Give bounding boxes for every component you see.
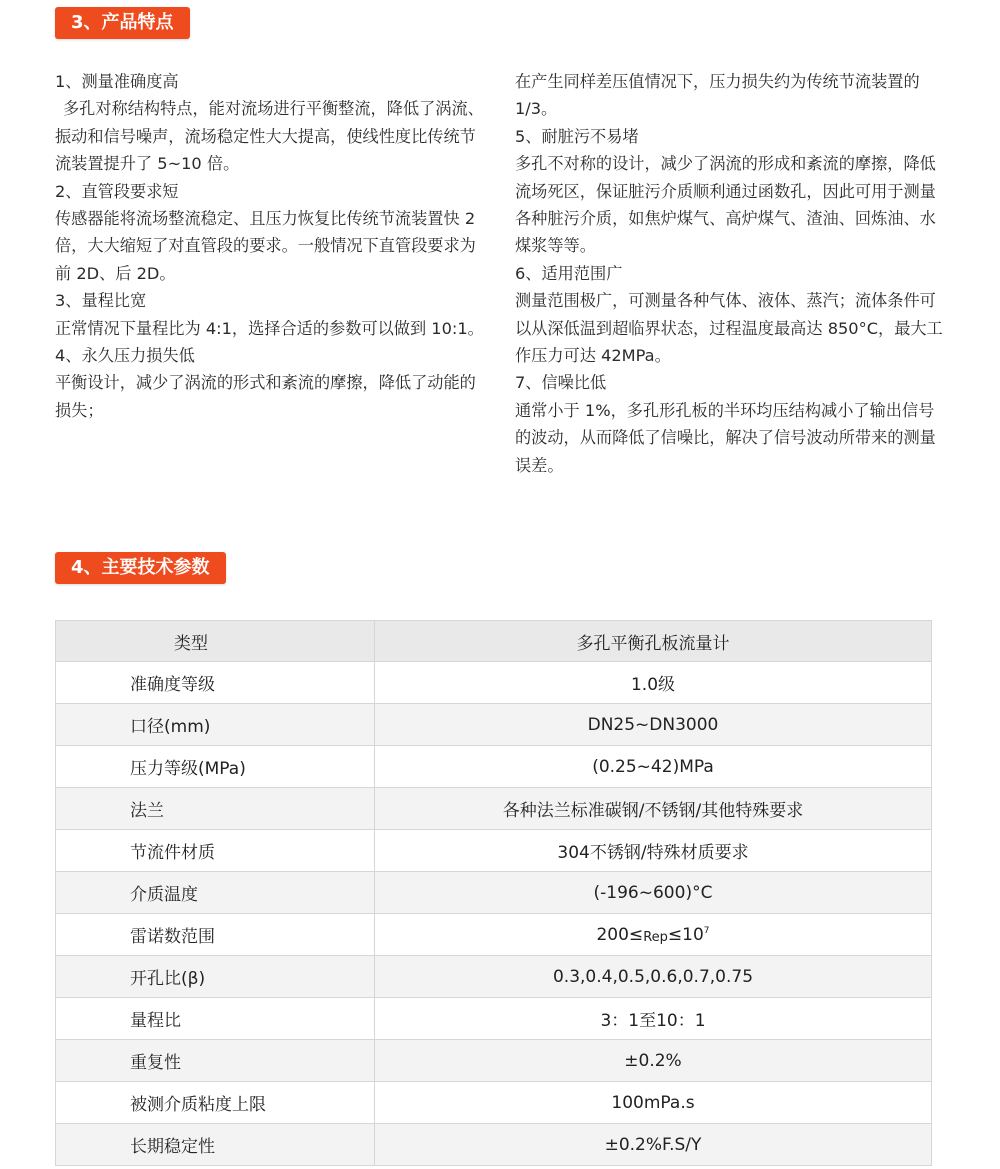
param-name: 被测介质粘度上限 <box>56 1082 375 1124</box>
reynolds-prefix: 200≤ <box>596 924 644 945</box>
feature-3-heading: 3、量程比宽 <box>55 291 147 311</box>
feature-2-heading: 2、直管段要求短 <box>55 181 179 201</box>
param-name: 雷诺数范围 <box>56 914 375 956</box>
param-name: 重复性 <box>56 1040 375 1082</box>
table-row <box>56 662 932 704</box>
feature-4-heading: 4、永久压力损失低 <box>55 346 195 366</box>
param-value: 304不锈钢/特殊材质要求 <box>375 830 932 872</box>
param-value: 各种法兰标准碳钢/不锈钢/其他特殊要求 <box>375 788 932 830</box>
param-name: 介质温度 <box>56 872 375 914</box>
feature-2-text: 传感器能将流场整流稳定、且压力恢复比传统节流装置快 2 倍，大大缩短了对直管段的要求。一般情况下直管段要求为前 2D、后 2D。 <box>55 209 476 283</box>
feature-4-text-cont: 在产生同样差压值情况下，压力损失约为传统节流装置的 1/3。 <box>515 72 920 119</box>
table-row <box>56 956 932 998</box>
feature-5-text: 多孔不对称的设计，减少了涡流的形成和紊流的摩擦，降低流场死区，保证脏污介质顺利通过函数孔，因此可用于测量各种脏污介质，如焦炉煤气、高炉煤气、渣油、回炼油、水煤浆等等。 <box>515 154 936 256</box>
features-right-column <box>515 68 945 479</box>
feature-6-text: 测量范围极广，可测量各种气体、液体、蒸汽；流体条件可以从深低温到超临界状态，过程温度最高达 850°C，最大工作压力可达 42MPa。 <box>515 291 943 366</box>
table-row <box>56 746 932 788</box>
feature-4-text: 平衡设计，减少了涡流的形式和紊流的摩擦，降低了动能的损失； <box>55 373 476 420</box>
table-row <box>56 830 932 872</box>
table-row <box>56 872 932 914</box>
feature-7-heading: 7、信噪比低 <box>515 373 607 393</box>
reynolds-sub: Rep <box>643 929 668 945</box>
param-name: 长期稳定性 <box>56 1124 375 1166</box>
param-value: (-196~600)°C <box>375 872 932 914</box>
header-type: 类型 <box>56 621 375 662</box>
spec-table <box>55 620 932 1166</box>
feature-5-heading: 5、耐脏污不易堵 <box>515 126 639 146</box>
param-value-reynolds <box>375 914 932 956</box>
table-row <box>56 788 932 830</box>
feature-3-text: 正常情况下量程比为 4:1，选择合适的参数可以做到 10:1。 <box>55 318 484 338</box>
param-value: 0.3,0.4,0.5,0.6,0.7,0.75 <box>375 956 932 998</box>
param-name: 准确度等级 <box>56 662 375 704</box>
section-4-title: 4、主要技术参数 <box>55 552 226 584</box>
param-name: 压力等级(MPa) <box>56 746 375 788</box>
spec-table-header <box>56 621 932 662</box>
header-product: 多孔平衡孔板流量计 <box>375 621 932 662</box>
param-value: DN25~DN3000 <box>375 704 932 746</box>
param-name: 节流件材质 <box>56 830 375 872</box>
param-value: ±0.2% <box>375 1040 932 1082</box>
feature-1-heading: 1、测量准确度高 <box>55 72 179 91</box>
feature-6-heading: 6、适用范围广 <box>515 263 623 283</box>
param-name: 口径(mm) <box>56 704 375 746</box>
param-name: 法兰 <box>56 788 375 830</box>
feature-7-text: 通常小于 1%，多孔形孔板的半环均压结构减小了输出信号的波动，从而降低了信噪比，解决了信号波动所带来的测量误差。 <box>515 400 936 475</box>
param-name: 开孔比(β) <box>56 956 375 998</box>
reynolds-mid: ≤10 <box>667 924 704 945</box>
table-row <box>56 1082 932 1124</box>
section-3-title: 3、产品特点 <box>55 7 190 39</box>
param-value: 100mPa.s <box>375 1082 932 1124</box>
features-left-column <box>55 68 485 424</box>
param-name: 量程比 <box>56 998 375 1040</box>
param-value: 3：1至10：1 <box>375 998 932 1040</box>
param-value: ±0.2%F.S/Y <box>375 1124 932 1166</box>
table-row <box>56 704 932 746</box>
table-row <box>56 1040 932 1082</box>
param-value: (0.25~42)MPa <box>375 746 932 788</box>
reynolds-exp: 7 <box>703 925 710 936</box>
table-row <box>56 1124 932 1166</box>
table-row <box>56 914 932 956</box>
feature-1-text: 多孔对称结构特点，能对流场进行平衡整流，降低了涡流、振动和信号噪声，流场稳定性大大提高，使线性度比传统节流装置提升了 5~10 倍。 <box>55 99 484 174</box>
param-value: 1.0级 <box>375 662 932 704</box>
table-row <box>56 998 932 1040</box>
